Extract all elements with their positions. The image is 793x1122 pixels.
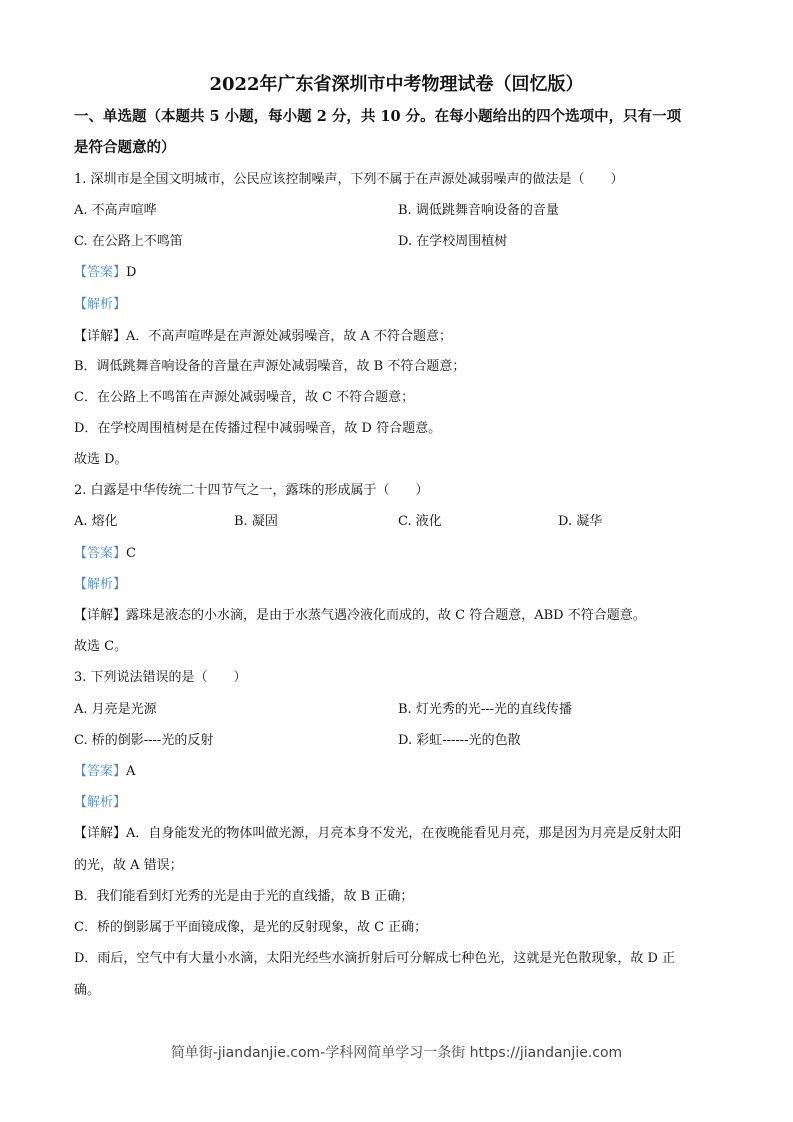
q2-option-b: B. 凝固 [234,514,278,529]
q2-option-c: C. 液化 [398,514,442,529]
q1-detail: C．在公路上不鸣笛在声源处减弱噪音，故 C 不符合题意； [74,390,415,405]
q1-detail: D．在学校周围植树是在传播过程中减弱噪音，故 D 符合题意。 [74,421,442,436]
question-3-stem: 3. 下列说法错误的是（ ） [74,670,247,685]
q3-detail: 【详解】A．自身能发光的物体叫做光源，月亮本身不发光，在夜晚能看见月亮，那是因为月亮是反射太阳 [74,826,682,841]
q3-detail: D．雨后，空气中有大量小水滴，太阳光经些水滴折射后可分解成七种色光，这就是光色散现象，故 D 正 [74,951,676,966]
question-2-stem: 2. 白露是中华传统二十四节气之一，露珠的形成属于（ ） [74,483,429,498]
q2-option-a: A. 熔化 [74,514,118,529]
q3-answer [74,764,135,780]
q2-option-d: D. 凝华 [558,514,603,529]
q1-option-b: B. 调低跳舞音响设备的音量 [398,203,559,218]
q2-answer [74,546,136,562]
q3-option-b: B. 灯光秀的光---光的直线传播 [398,702,572,717]
page-title: 2022年广东省深圳市中考物理试卷（回忆版） [209,74,584,95]
answer-value: A [126,764,136,779]
q3-detail: 的光，故 A 错误； [74,858,183,873]
q2-conclusion: 故选 C。 [74,639,128,654]
q1-answer [74,265,136,281]
q3-option-a: A. 月亮是光源 [74,702,157,717]
q3-detail: C．桥的倒影属于平面镜成像，是光的反射现象，故 C 正确； [74,920,428,935]
q1-conclusion: 故选 D。 [74,452,128,467]
q1-option-c: C. 在公路上不鸣笛 [74,234,183,249]
question-1-stem: 1. 深圳市是全国文明城市，公民应该控制噪声，下列不属于在声源处减弱噪声的做法是（ ） [74,172,624,187]
q3-detail: 确。 [74,983,101,998]
answer-value: C [126,546,136,561]
q1-detail: 【详解】A．不高声喧哗是在声源处减弱噪音，故 A 不符合题意； [74,329,453,344]
q3-option-d: D. 彩虹------光的色散 [398,733,521,748]
q1-option-d: D. 在学校周围植树 [398,234,508,249]
answer-label: 【答案】 [74,764,127,779]
q1-option-a: A. 不高声喧哗 [74,203,157,218]
q1-detail: B．调低跳舞音响设备的音量在声源处减弱噪音，故 B 不符合题意； [74,359,466,374]
section-heading: 一、单选题（本题共 5 小题，每小题 2 分，共 10 分。在每小题给出的四个选项中，只有一项 [74,108,682,125]
answer-value: D [126,265,137,280]
answer-label: 【答案】 [74,265,127,280]
answer-label: 【答案】 [74,546,127,561]
footer-watermark: 简单街-jiandanjie.com-学科网简单学习一条街 https://jiandanjie.com [170,1045,623,1061]
q3-option-c: C. 桥的倒影----光的反射 [74,733,214,748]
q2-detail: 【详解】露珠是液态的小水滴，是由于水蒸气遇冷液化而成的，故 C 符合题意，ABD 不符合题意。 [74,608,646,623]
q3-detail: B．我们能看到灯光秀的光是由于光的直线播，故 B 正确； [74,889,414,904]
analysis-label: 【解析】 [74,297,127,312]
analysis-label: 【解析】 [74,577,127,592]
analysis-label: 【解析】 [74,795,127,810]
section-heading-cont: 是符合题意的） [74,139,176,156]
